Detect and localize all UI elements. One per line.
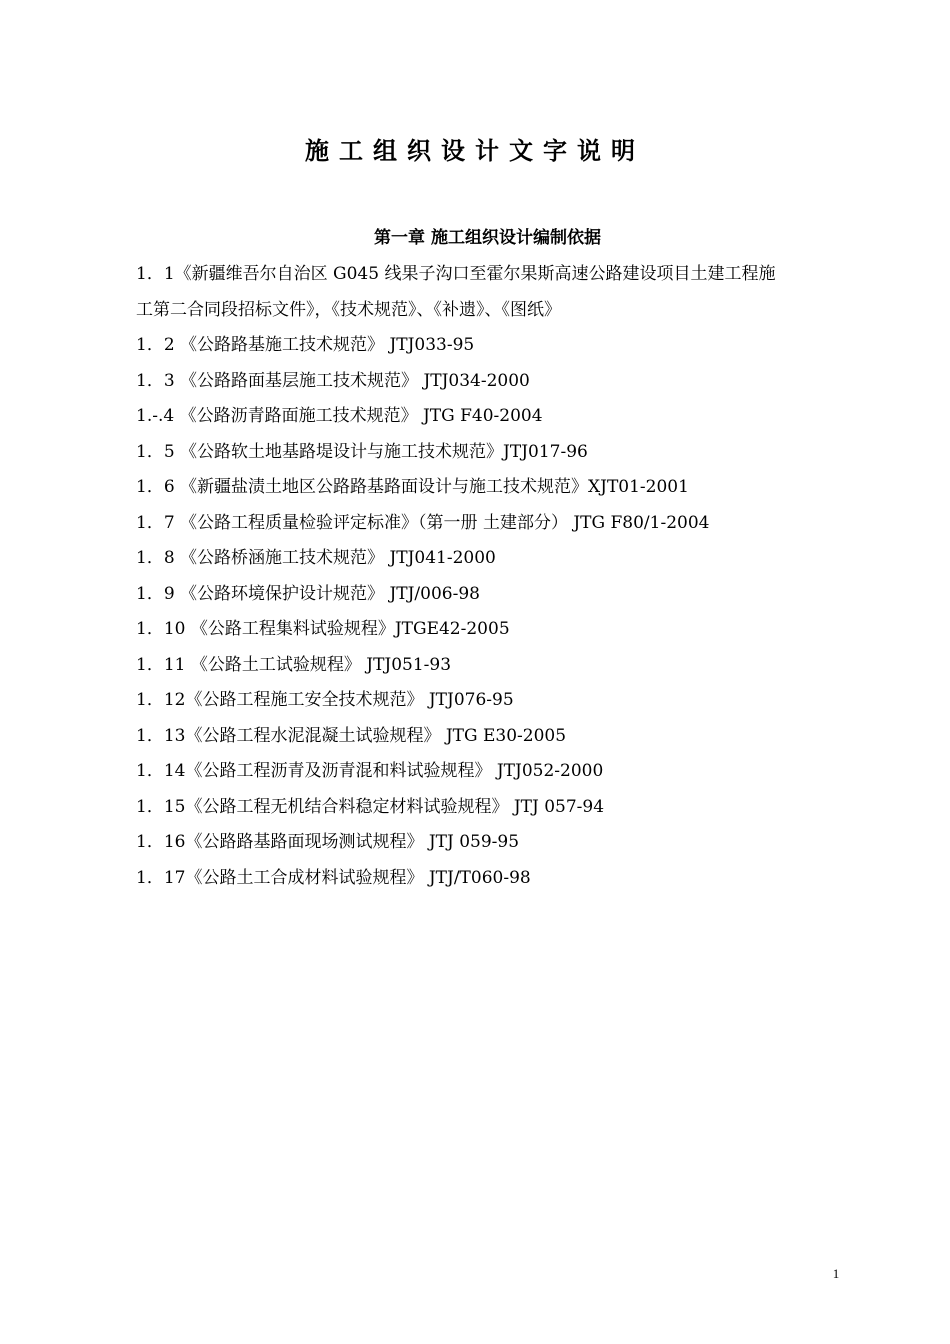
list-item: 1．9 《公路环境保护设计规范》 JTJ/006-98 <box>136 583 480 604</box>
document-title: 施工组织设计文字说明 <box>305 136 645 165</box>
list-item: 1．1《新疆维吾尔自治区 G045 线果子沟口至霍尔果斯高速公路建设项目土建工程施 <box>136 264 776 284</box>
list-item: 1．16《公路路基路面现场测试规程》 JTJ 059-95 <box>136 832 520 852</box>
list-item: 1．8 《公路桥涵施工技术规范》 JTJ041-2000 <box>136 548 496 568</box>
list-item: 1.-.4 《公路沥青路面施工技术规范》 JTG F40-2004 <box>136 406 543 426</box>
list-item: 1．6 《新疆盐渍土地区公路路基路面设计与施工技术规范》XJT01-2001 <box>136 477 689 497</box>
list-item: 1．11 《公路土工试验规程》 JTJ051-93 <box>136 654 452 675</box>
list-item: 1．7 《公路工程质量检验评定标准》（第一册 土建部分） JTG F80/1-2004 <box>136 512 710 533</box>
list-item: 1．13《公路工程水泥混凝土试验规程》 JTG E30-2005 <box>136 725 567 746</box>
chapter-heading: 第一章 施工组织设计编制依据 <box>374 228 601 248</box>
list-item: 1．5 《公路软土地基路堤设计与施工技术规范》JTJ017-96 <box>136 441 588 462</box>
list-item: 1．14《公路工程沥青及沥青混和料试验规程》 JTJ052-2000 <box>136 761 604 781</box>
list-item: 工第二合同段招标文件》，《技术规范》、《补遗》、《图纸》 <box>136 299 561 320</box>
page-number: 1 <box>832 1266 840 1281</box>
list-item: 1．10 《公路工程集料试验规程》JTGE42-2005 <box>136 619 510 639</box>
list-item: 1．15《公路工程无机结合料稳定材料试验规程》 JTJ 057-94 <box>136 796 605 817</box>
list-item: 1．3 《公路路面基层施工技术规范》 JTJ034-2000 <box>136 370 530 391</box>
reference-list <box>136 257 846 896</box>
list-item: 1．2 《公路路基施工技术规范》 JTJ033-95 <box>136 335 475 355</box>
list-item: 1．12《公路工程施工安全技术规范》 JTJ076-95 <box>136 690 514 710</box>
list-item: 1．17《公路土工合成材料试验规程》 JTJ/T060-98 <box>136 867 531 888</box>
